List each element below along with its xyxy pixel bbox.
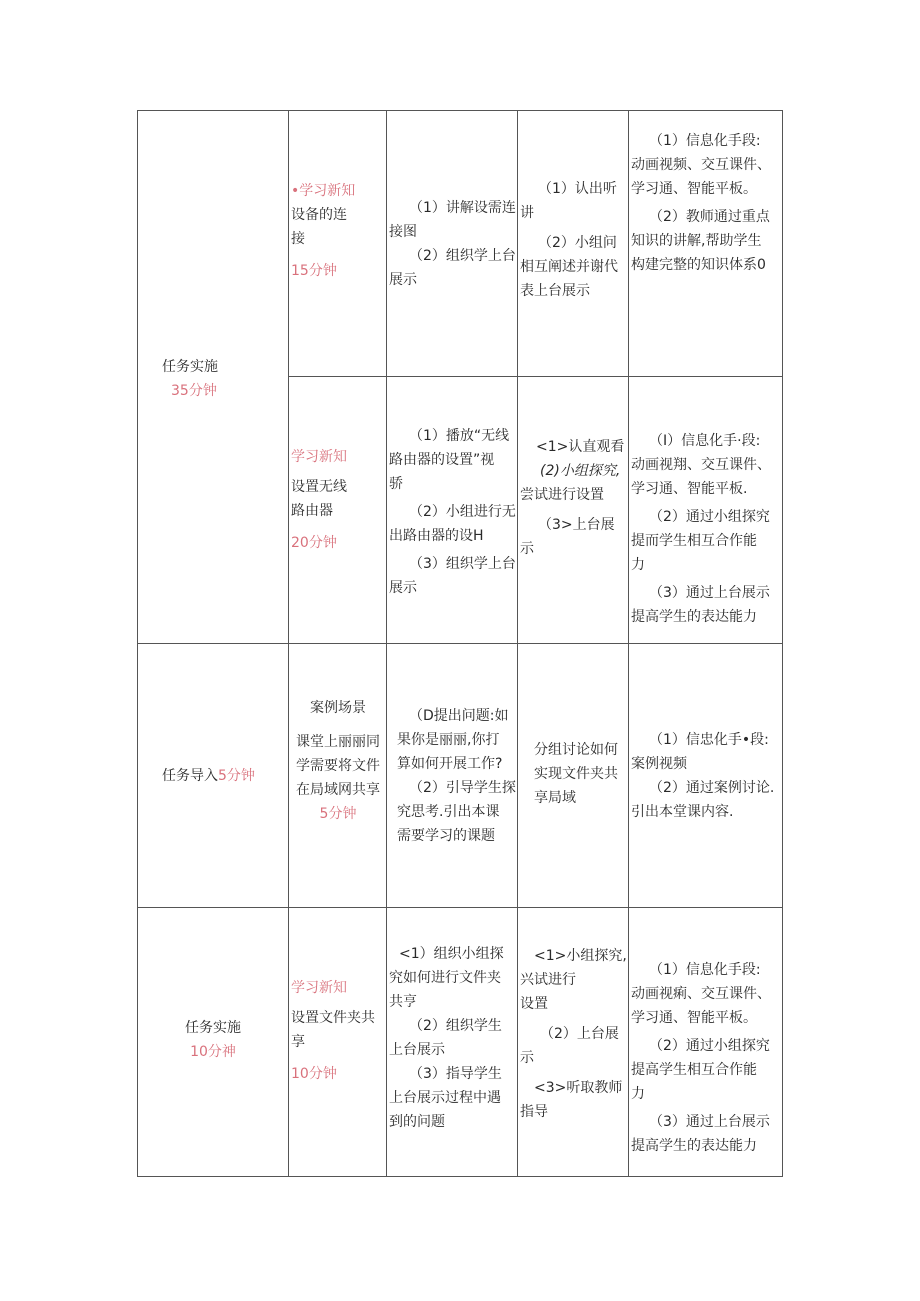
intent-line: 动画视痢、交互课件、 [631,986,771,1002]
teacher-line: 算如何开展工作? [397,756,503,772]
teacher-line: （2）引导学生探 [409,780,516,796]
student-line: 指导 [520,1104,548,1120]
teacher-line: 究如何进行文件夹 [389,970,501,986]
student-line: 兴试进行 [520,972,576,988]
intent-line: （3）通过上台展示 [649,1114,770,1130]
content-cell [289,111,387,377]
content-time: 5分钟 [319,806,357,822]
phase-name: 任务导入 [162,768,218,784]
content-time: 20分钟 [291,535,337,551]
phase-cell [138,644,289,908]
teacher-cell [387,377,518,644]
student-line: <1>认直观看 [536,439,625,455]
teacher-line: 出路由器的设H [389,528,484,544]
teacher-cell [387,111,518,377]
content-line: 接 [291,231,305,247]
teacher-line: 到的问题 [389,1114,445,1130]
phase-time: 35分钟 [171,383,217,399]
content-time: 15分钟 [291,263,337,279]
teacher-cell [387,644,518,908]
teacher-line: （2）小组进行无 [409,504,516,520]
teacher-line: 路由器的设置”视 [389,452,495,468]
teacher-cell [387,908,518,1177]
teacher-line: （2）组织学上台 [409,248,516,264]
student-line: 设置 [520,996,548,1012]
intent-cell [629,377,783,644]
intent-line: （3）通过上台展示 [649,585,770,601]
phase-time: 10分神 [190,1044,236,1060]
intent-cell [629,111,783,377]
intent-line: 学习通、智能平板。 [631,181,757,197]
content-line: 设置文件夹共 [291,1010,375,1026]
content-line: 课堂上丽丽同 [296,734,380,750]
content-tag: 案例场景 [310,700,366,716]
teacher-line: （3）指导学生 [409,1066,502,1082]
intent-line: （2）通过小组探究 [649,509,770,525]
intent-line: 知识的讲解,帮助学生 [631,233,762,249]
intent-line: 提高学生的表达能力 [631,609,757,625]
student-line: 示 [520,1050,534,1066]
teacher-line: 骄 [389,476,403,492]
intent-line: （2）教师通过重点 [649,209,770,225]
intent-line: 提而学生相互合作能 [631,533,757,549]
intent-line: （2）通过案例讨论. [649,780,775,796]
teacher-line: （3）组织学上台 [409,556,516,572]
content-cell [289,377,387,644]
intent-line: 案例视频 [631,756,687,772]
intent-line: （1）信忠化手•段: [649,732,769,748]
phase-cell [138,111,289,644]
content-line: 享 [291,1034,305,1050]
phase-name: 任务实施 [162,359,218,375]
intent-line: 引出本堂课内容. [631,804,734,820]
teacher-line: （D提出问题:如 [409,708,509,724]
teacher-line: <1）组织小组探 [399,946,504,962]
student-cell [518,377,629,644]
content-tag: •学习新知 [291,183,356,199]
teacher-line: 展示 [389,580,417,596]
student-line: （3>上台展 [538,517,615,533]
intent-line: 学习通、智能平板. [631,481,748,497]
intent-cell [629,908,783,1177]
teacher-line: 究思考.引出本课 [397,804,500,820]
teacher-line: （1）播放“无线 [409,428,510,444]
student-line: <3>听取教师 [534,1080,623,1096]
teacher-line: 上台展示 [389,1042,445,1058]
student-line: （2）上台展 [540,1026,619,1042]
content-line: 学需要将文件 [296,758,380,774]
content-tag: 学习新知 [291,980,347,996]
content-line: 设置无线 [291,479,347,495]
teacher-line: 展示 [389,272,417,288]
student-line: (2)小组探究, [540,463,621,479]
student-cell [518,644,629,908]
intent-line: （1）信息化手段: [649,962,761,978]
teacher-line: （1）讲解设需连 [409,200,516,216]
content-line: 设备的连 [291,207,347,223]
student-line: （1）认出听 [538,181,617,197]
content-line: 在局域网共享 [296,782,380,798]
content-cell [289,908,387,1177]
table-row [138,908,783,1177]
lesson-plan-table [137,110,783,1177]
student-cell [518,111,629,377]
student-line: （2）小组问 [538,235,617,251]
student-line: <1>小组探究, [534,948,627,964]
intent-line: 学习通、智能平板。 [631,1010,757,1026]
intent-cell [629,644,783,908]
table-row [138,111,783,377]
intent-line: 力 [631,1086,645,1102]
content-cell [289,644,387,908]
student-line: 示 [520,541,534,557]
student-cell [518,908,629,1177]
table-row [138,644,783,908]
phase-cell [138,908,289,1177]
intent-line: （I）信息化手·段: [649,433,761,449]
teacher-line: 果你是丽丽,你打 [397,732,500,748]
student-line: 尝试进行设置 [520,487,604,503]
content-line: 路由器 [291,503,333,519]
student-line: 实现文件夹共 [534,766,618,782]
teacher-line: 共亨 [389,994,417,1010]
intent-line: 动画视频、交互课件、 [631,157,771,173]
intent-line: 构建完整的知识体系0 [631,257,766,273]
student-line: 分组讨论如何 [534,742,618,758]
content-time: 10分钟 [291,1066,337,1082]
intent-line: （1）信息化手段: [649,133,761,149]
student-line: 享局域 [534,790,576,806]
teacher-line: 上台展示过程中遇 [389,1090,501,1106]
teacher-line: 接图 [389,224,417,240]
student-line: 相互阐述并谢代 [520,259,618,275]
teacher-line: （2）组织学生 [409,1018,502,1034]
student-line: 表上台展示 [520,283,590,299]
teacher-line: 需要学习的课题 [397,828,495,844]
intent-line: 动画视翔、交互课件、 [631,457,771,473]
intent-line: 提高学生的表达能力 [631,1138,757,1154]
intent-line: 提高学生相互合作能 [631,1062,757,1078]
phase-name: 任务实施 [185,1020,241,1036]
student-line: 讲 [520,205,534,221]
intent-line: （2）通过小组探究 [649,1038,770,1054]
phase-time: 5分钟 [218,768,255,784]
intent-line: 力 [631,557,645,573]
content-tag: 学习新知 [291,449,347,465]
